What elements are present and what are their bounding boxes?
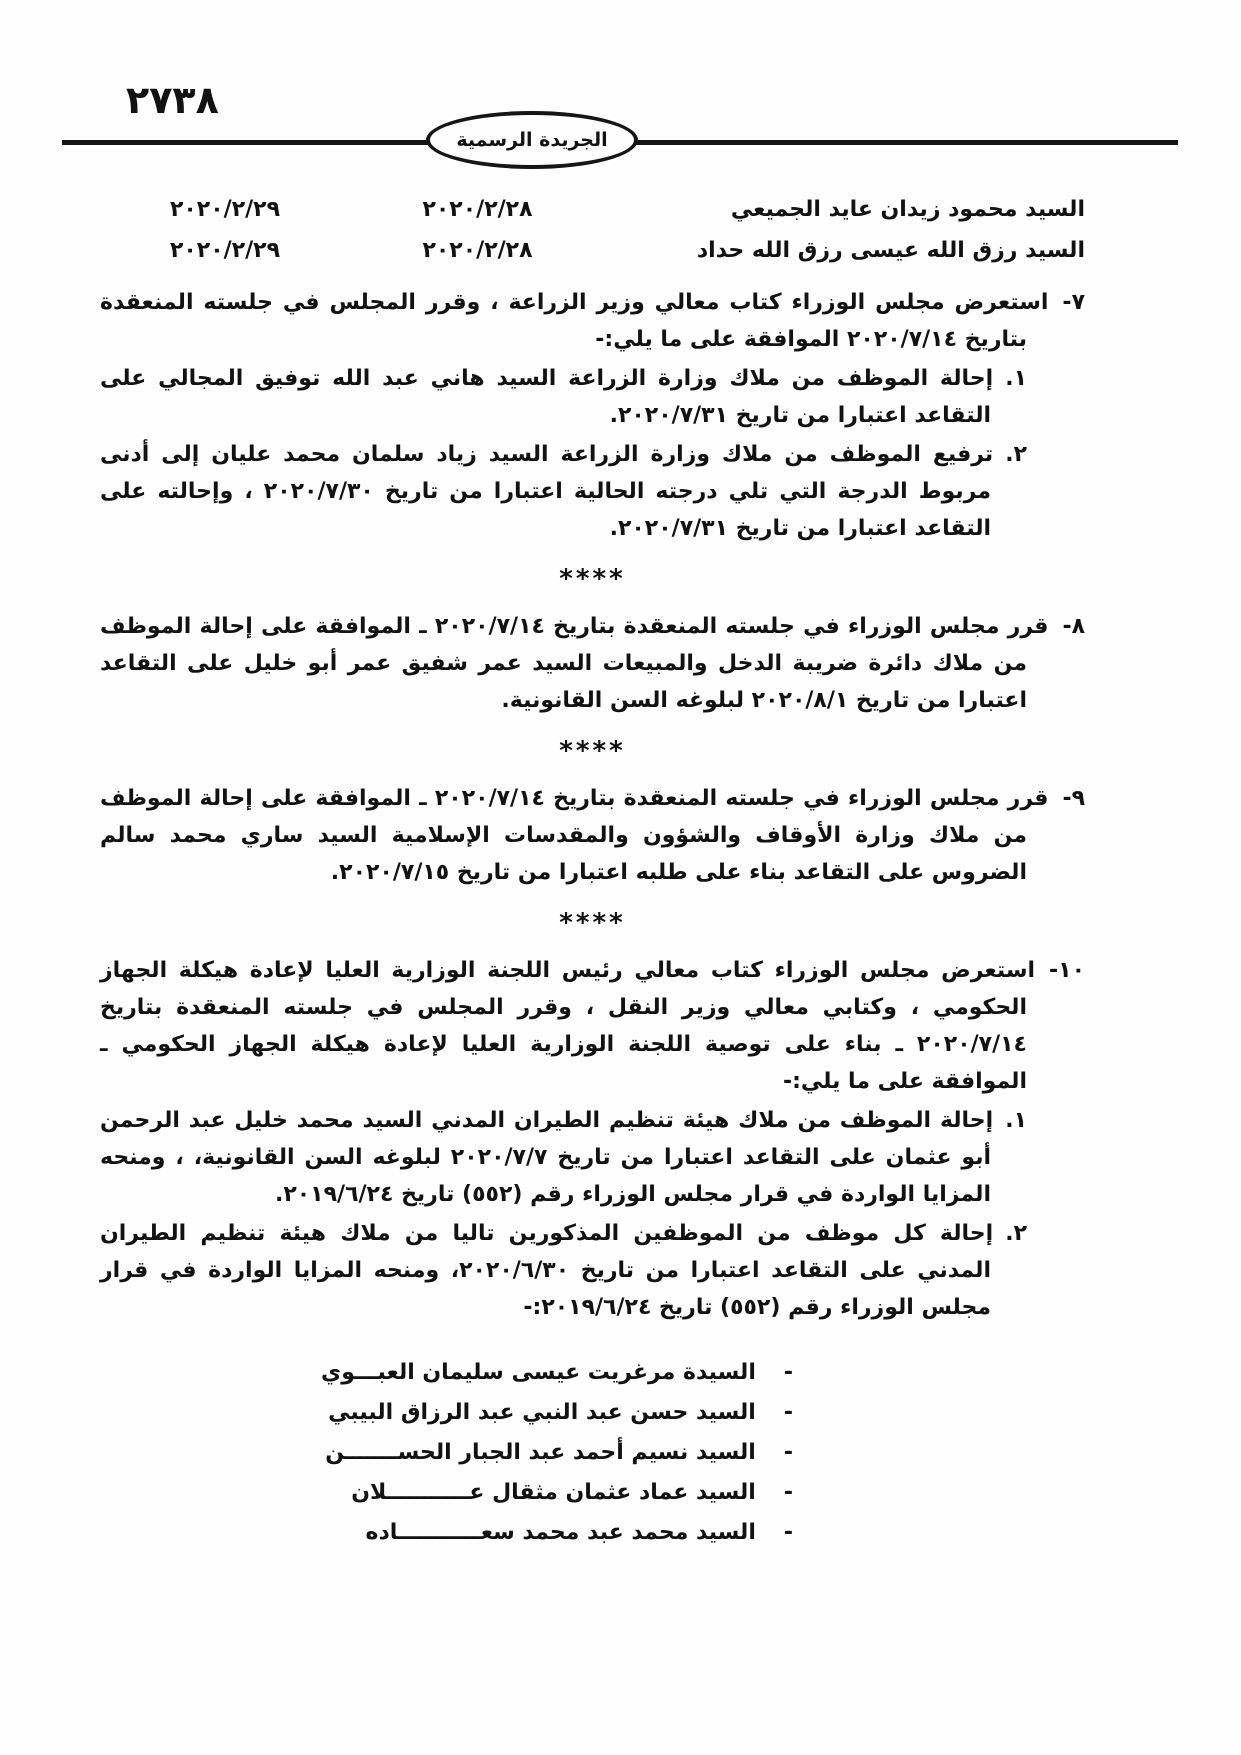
gazette-title-seal (426, 111, 638, 169)
subitem-body: ترفيع الموظف من ملاك وزارة الزراعة السيد زياد سلمان محمد عليان إلى أدنى مربوط الدرجة التي تلي درجته الحالية اعتبارا من تاريخ ٢٠٢٠/٧/٣٠ ، وإحالته على التقاعد اعتبارا من تاريخ ٢٠٢٠/٧/٣١. (100, 442, 994, 542)
page-number: ٢٧٣٨ (126, 78, 219, 122)
employee-name: السيد حسن عبد النبي عبد الرزاق البيبي (328, 1399, 756, 1425)
section-separator: **** (559, 736, 626, 767)
subitem-number: ١. (1005, 1108, 1027, 1134)
gazette-title-seal-inner (434, 119, 630, 161)
decree-subitem (100, 361, 1027, 435)
list-item (100, 1353, 793, 1393)
gazette-title: الجريدة الرسمية (456, 129, 608, 151)
employee-name: السيد عماد عثمان مثقال عـــــــــــلان (351, 1479, 756, 1505)
item-body: استعرض مجلس الوزراء كتاب معالي وزير الزراعة ، وقرر المجلس في جلسته المنعقدة بتاريخ ٢٠٢٠/٧/١٤ الموافقة على ما يلي:- (100, 290, 1049, 353)
list-item (100, 1393, 793, 1433)
employee-name: السيد محمد عبد محمد سعـــــــــــاده (365, 1519, 756, 1545)
decree-subitem (100, 1216, 1027, 1327)
item-number: ١٠- (1049, 958, 1085, 984)
section-separator: **** (559, 908, 626, 939)
decree-item-9 (100, 781, 1085, 892)
date-value: ٢٠٢٠/٢/٢٨ (422, 197, 533, 222)
list-dash: - (783, 1479, 793, 1505)
section-separator: **** (559, 564, 626, 595)
subitem-body: إحالة الموظف من ملاك هيئة تنظيم الطيران المدني السيد محمد خليل عبد الرحمن أبو عثمان على التقاعد اعتبارا من تاريخ ٢٠٢٠/٧/٧ لبلوغه السن القانونية، ، ومنحه المزايا الواردة في قرار مجلس الوزراء رقم (٥٥٢) تاريخ ٢٠١٩/٦/٢٤. (100, 1108, 994, 1208)
decree-item-text (100, 285, 1085, 359)
decree-subitem (100, 437, 1027, 548)
list-dash: - (783, 1439, 793, 1465)
list-dash: - (783, 1399, 793, 1425)
list-dash: - (783, 1519, 793, 1545)
subitem-number: ٢. (1005, 1221, 1027, 1246)
decree-item-7 (100, 285, 1085, 548)
decree-item-text (100, 609, 1085, 720)
item-number: ٧- (1062, 290, 1085, 316)
date-value: ٢٠٢٠/٢/٢٩ (169, 197, 281, 222)
decree-item-10 (100, 953, 1085, 1327)
employee-name: السيد نسيم أحمد عبد الجبار الحســـــــن (325, 1439, 756, 1465)
officials-table (100, 190, 1085, 271)
employee-name: السيدة مرغريت عيسى سليمان العبـــوي (321, 1359, 756, 1385)
item-number: ٩- (1062, 786, 1086, 812)
subitem-number: ٢. (1005, 442, 1027, 468)
item-body: استعرض مجلس الوزراء كتاب معالي رئيس اللجنة الوزارية العليا لإعادة هيكلة الجهاز الحكومي ، وكتابي معالي وزير النقل ، وقرر المجلس في جلسته المنعقدة بتاريخ ٢٠٢٠/٧/١٤ ـ بناء على توصية اللجنة الوزارية العليا لإعادة هيكلة الجهاز الحكومي ـ الموافقة على ما يلي:- (100, 958, 1035, 1095)
decree-item-text (100, 781, 1085, 892)
subitem-body: إحالة الموظف من ملاك وزارة الزراعة السيد هاني عبد الله توفيق المجالي على التقاعد اعتبارا من تاريخ ٢٠٢٠/٧/٣١. (100, 366, 994, 429)
date-value: ٢٠٢٠/٢/٢٨ (422, 237, 533, 263)
decree-item-8 (100, 609, 1085, 720)
page-content (100, 190, 1085, 1553)
list-dash: - (783, 1359, 793, 1385)
subitem-body: إحالة كل موظف من الموظفين المذكورين تاليا من ملاك هيئة تنظيم الطيران المدني على التقاعد اعتبارا من تاريخ ٢٠٢٠/٦/٣٠، ومنحه المزايا الواردة في قرار مجلس الوزراء رقم (٥٥٢) تاريخ ٢٠١٩/٦/٢٤:- (100, 1221, 994, 1320)
retired-employees-list (100, 1353, 793, 1553)
item-body: قرر مجلس الوزراء في جلسته المنعقدة بتاريخ ٢٠٢٠/٧/١٤ ـ الموافقة على إحالة الموظف من ملاك دائرة ضريبة الدخل والمبيعات السيد عمر شفيق عمر أبو خليل على التقاعد اعتبارا من تاريخ ٢٠٢٠/٨/١ لبلوغه السن القانونية. (100, 614, 1049, 714)
list-item (100, 1433, 793, 1473)
item-number: ٨- (1062, 614, 1086, 640)
decree-subitem (100, 1103, 1027, 1214)
official-name: السيد رزق الله عيسى رزق الله حداد (696, 237, 1085, 263)
decree-item-text (100, 953, 1085, 1101)
date-value: ٢٠٢٠/٢/٢٩ (169, 237, 281, 263)
list-item (100, 1513, 793, 1553)
item-body: قرر مجلس الوزراء في جلسته المنعقدة بتاريخ ٢٠٢٠/٧/١٤ ـ الموافقة على إحالة الموظف من ملاك وزارة الأوقاف والشؤون والمقدسات الإسلامية السيد ساري محمد سالم الضروس على التقاعد بناء على طلبه اعتبارا من تاريخ ٢٠٢٠/٧/١٥. (100, 786, 1049, 886)
table-row (100, 190, 1085, 231)
subitem-number: ١. (1005, 366, 1027, 392)
official-name: السيد محمود زيدان عايد الجميعي (730, 197, 1085, 222)
table-row (100, 231, 1085, 272)
list-item (100, 1473, 793, 1513)
